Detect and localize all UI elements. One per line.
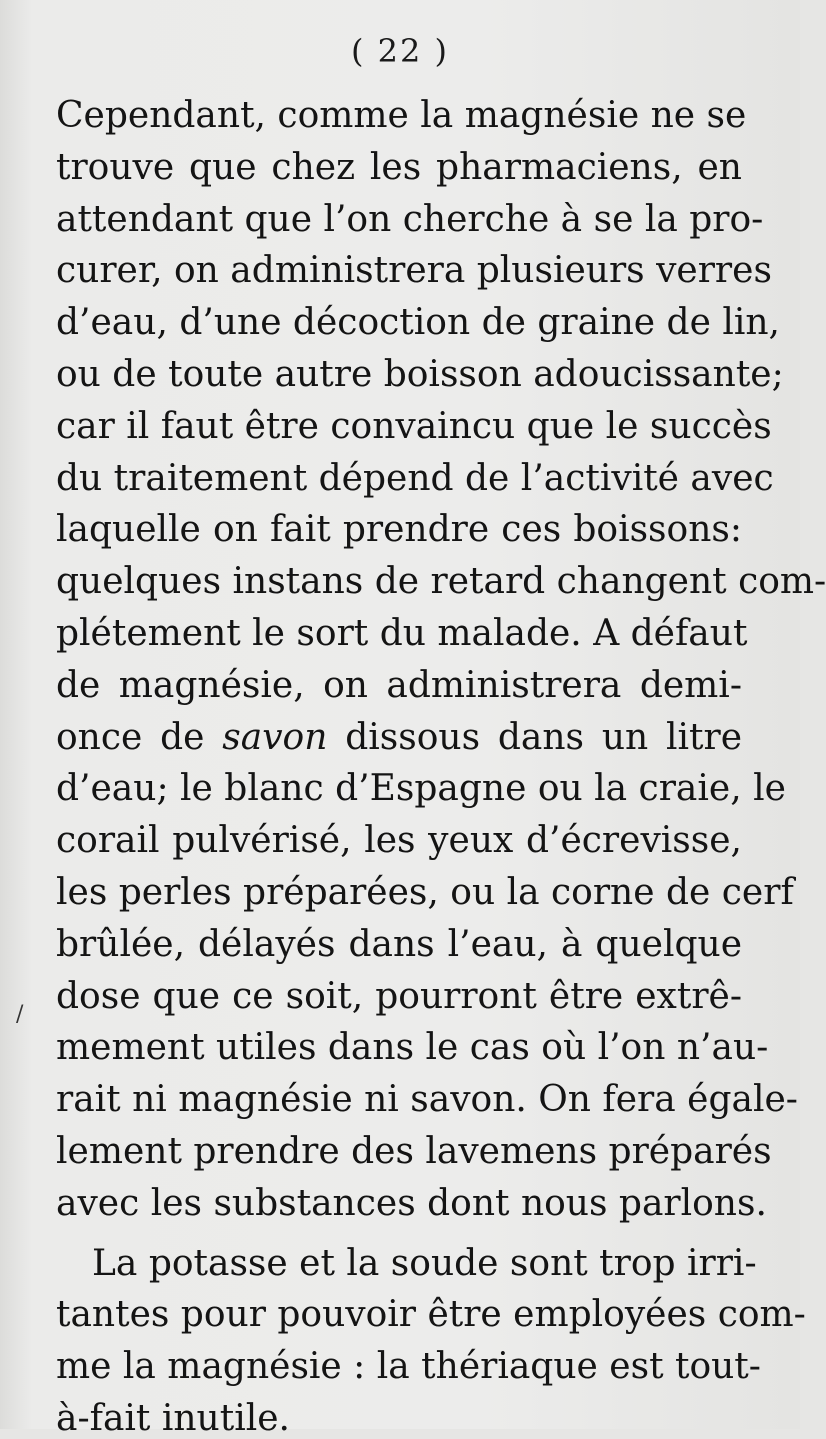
text-line: trouve que chez les pharmaciens, en [56,146,742,188]
text-line: mement utiles dans le cas où l’on n’au- [56,1027,769,1069]
margin-mark: / [16,1002,24,1027]
text-line: avec les substances dont nous parlons. [56,1182,767,1224]
text-line: lement prendre des lavemens préparés [56,1131,772,1172]
text-line: les perles préparées, ou la corne de cerf [56,872,794,913]
italic-word: savon [222,716,328,758]
text-line [56,718,742,758]
text-line: La potasse et la soude sont trop irri- [92,1242,757,1284]
text-line: à-fait inutile. [56,1398,290,1439]
text-line: brûlée, délayés dans l’eau, à quelque [56,923,742,965]
text-line: laquelle on fait prendre ces boissons: [56,509,742,551]
text-line: corail pulvérisé, les yeux d’écrevisse, [56,820,742,862]
text-line: d’eau, d’une décoction de graine de lin, [56,302,780,344]
text-line: quelques instans de retard changent com- [56,561,826,603]
text-line: Cependant, comme la magnésie ne se [56,95,747,136]
text-line: rait ni magnésie ni savon. On fera égale- [56,1079,798,1121]
text-line: car il faut être convaincu que le succès [56,405,772,447]
text-line: du traitement dépend de l’activité avec [56,457,774,499]
text-line: plétement le sort du malade. A défaut [56,613,748,654]
text-line: me la magnésie : la thériaque est tout- [56,1346,761,1388]
text-line: d’eau; le blanc d’Espagne ou la craie, le [56,768,786,810]
text-line: curer, on administrera plusieurs verres [56,250,772,292]
text-line: dose que ce soit, pourront être extrê- [56,975,742,1017]
text-line: de magnésie, on administrera demi- [56,664,742,706]
page-number: ( 22 ) [350,32,450,70]
text-line: attendant que l’on cherche à se la pro- [56,198,764,240]
text-segment: dissous dans un litre [327,716,743,758]
text-line: ou de toute autre boisson adoucissante; [56,354,784,395]
text-line: tantes pour pouvoir être employées com- [56,1294,806,1336]
text-segment: once de [56,716,223,758]
